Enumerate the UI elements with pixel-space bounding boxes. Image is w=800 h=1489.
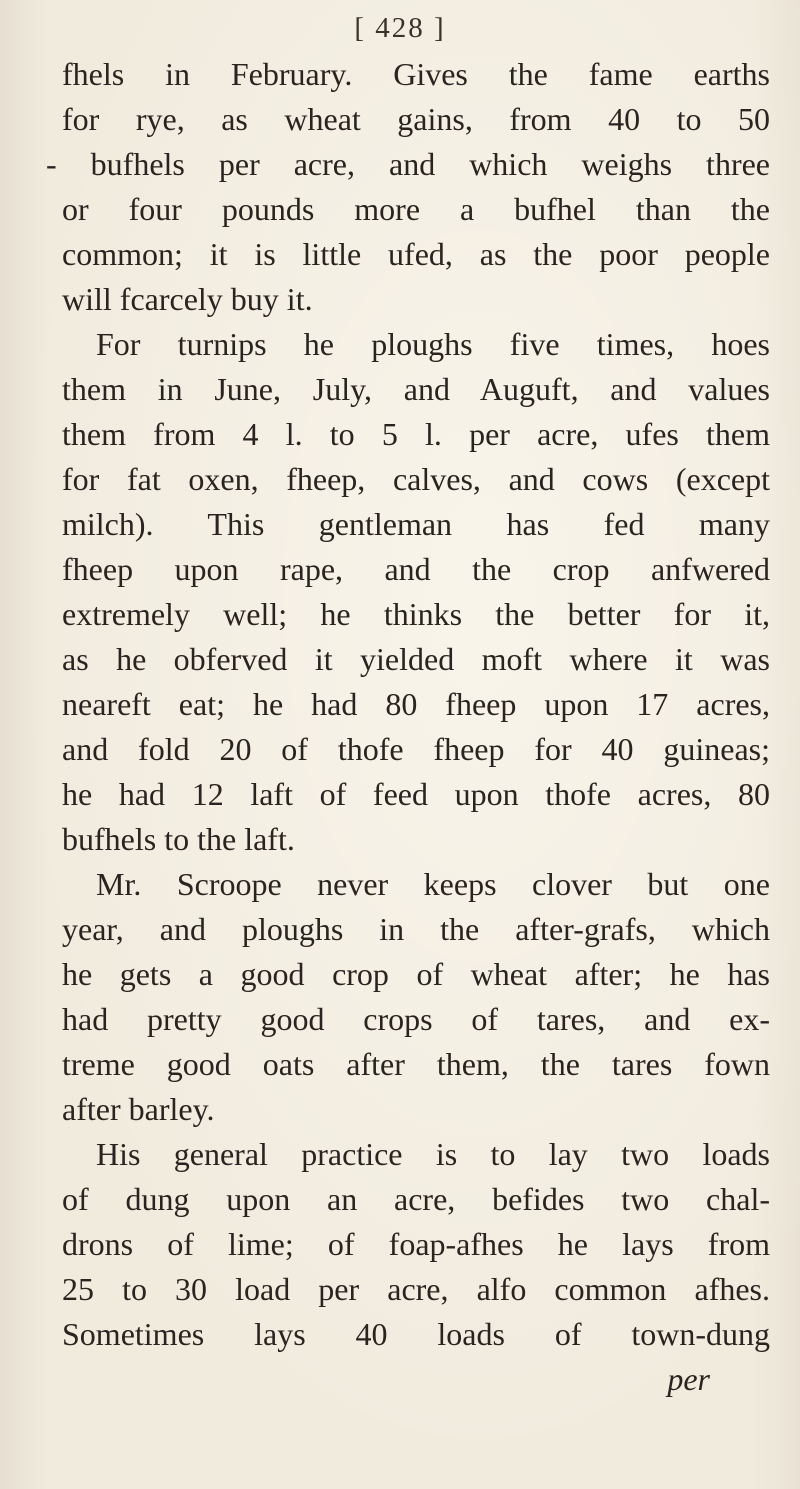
text-line: treme good oats after them, the tares fown [62, 1046, 770, 1082]
catchword: per [667, 1361, 710, 1397]
text-line: of dung upon an acre, befides two chal- [62, 1181, 770, 1217]
text-line: them in June, July, and Auguft, and values [62, 371, 770, 407]
text-line: Mr. Scroope never keeps clover but one [96, 866, 770, 902]
text-line: had pretty good crops of tares, and ex- [62, 1001, 770, 1037]
text-line: and fold 20 of thofe fheep for 40 guineas; [62, 731, 770, 767]
text-line: for rye, as wheat gains, from 40 to 50 [62, 101, 770, 137]
text-line: - bufhels per acre, and which weighs three [46, 146, 770, 182]
text-line: after barley. [62, 1091, 215, 1127]
text-line: will fcarcely buy it. [62, 281, 313, 317]
text-line: Sometimes lays 40 loads of town-dung [62, 1316, 770, 1352]
text-line: them from 4 l. to 5 l. per acre, ufes them [62, 416, 770, 452]
text-line: For turnips he ploughs five times, hoes [96, 326, 770, 362]
text-line: as he obferved it yielded moft where it was [62, 641, 770, 677]
page-number: [ 428 ] [354, 12, 446, 44]
text-line: common; it is little ufed, as the poor people [62, 236, 770, 272]
text-line: he gets a good crop of wheat after; he has [62, 956, 770, 992]
text-line: His general practice is to lay two loads [96, 1136, 770, 1172]
text-line: fhels in February. Gives the fame earths [62, 56, 770, 92]
text-line: fheep upon rape, and the crop anfwered [62, 551, 770, 587]
text-line: drons of lime; of foap-afhes he lays from [62, 1226, 770, 1262]
text-line: milch). This gentleman has fed many [62, 506, 770, 542]
text-line: 25 to 30 load per acre, alfo common afhes. [62, 1271, 770, 1307]
text-line: year, and ploughs in the after-grafs, which [62, 911, 770, 947]
text-line: neareft eat; he had 80 fheep upon 17 acres, [62, 686, 770, 722]
text-line: bufhels to the laft. [62, 821, 295, 857]
body-text [46, 52, 770, 1402]
text-line: for fat oxen, fheep, calves, and cows (except [62, 461, 770, 497]
text-line: he had 12 laft of feed upon thofe acres, 80 [62, 776, 770, 812]
text-line: extremely well; he thinks the better for it, [62, 596, 770, 632]
text-line: or four pounds more a bufhel than the [62, 191, 770, 227]
